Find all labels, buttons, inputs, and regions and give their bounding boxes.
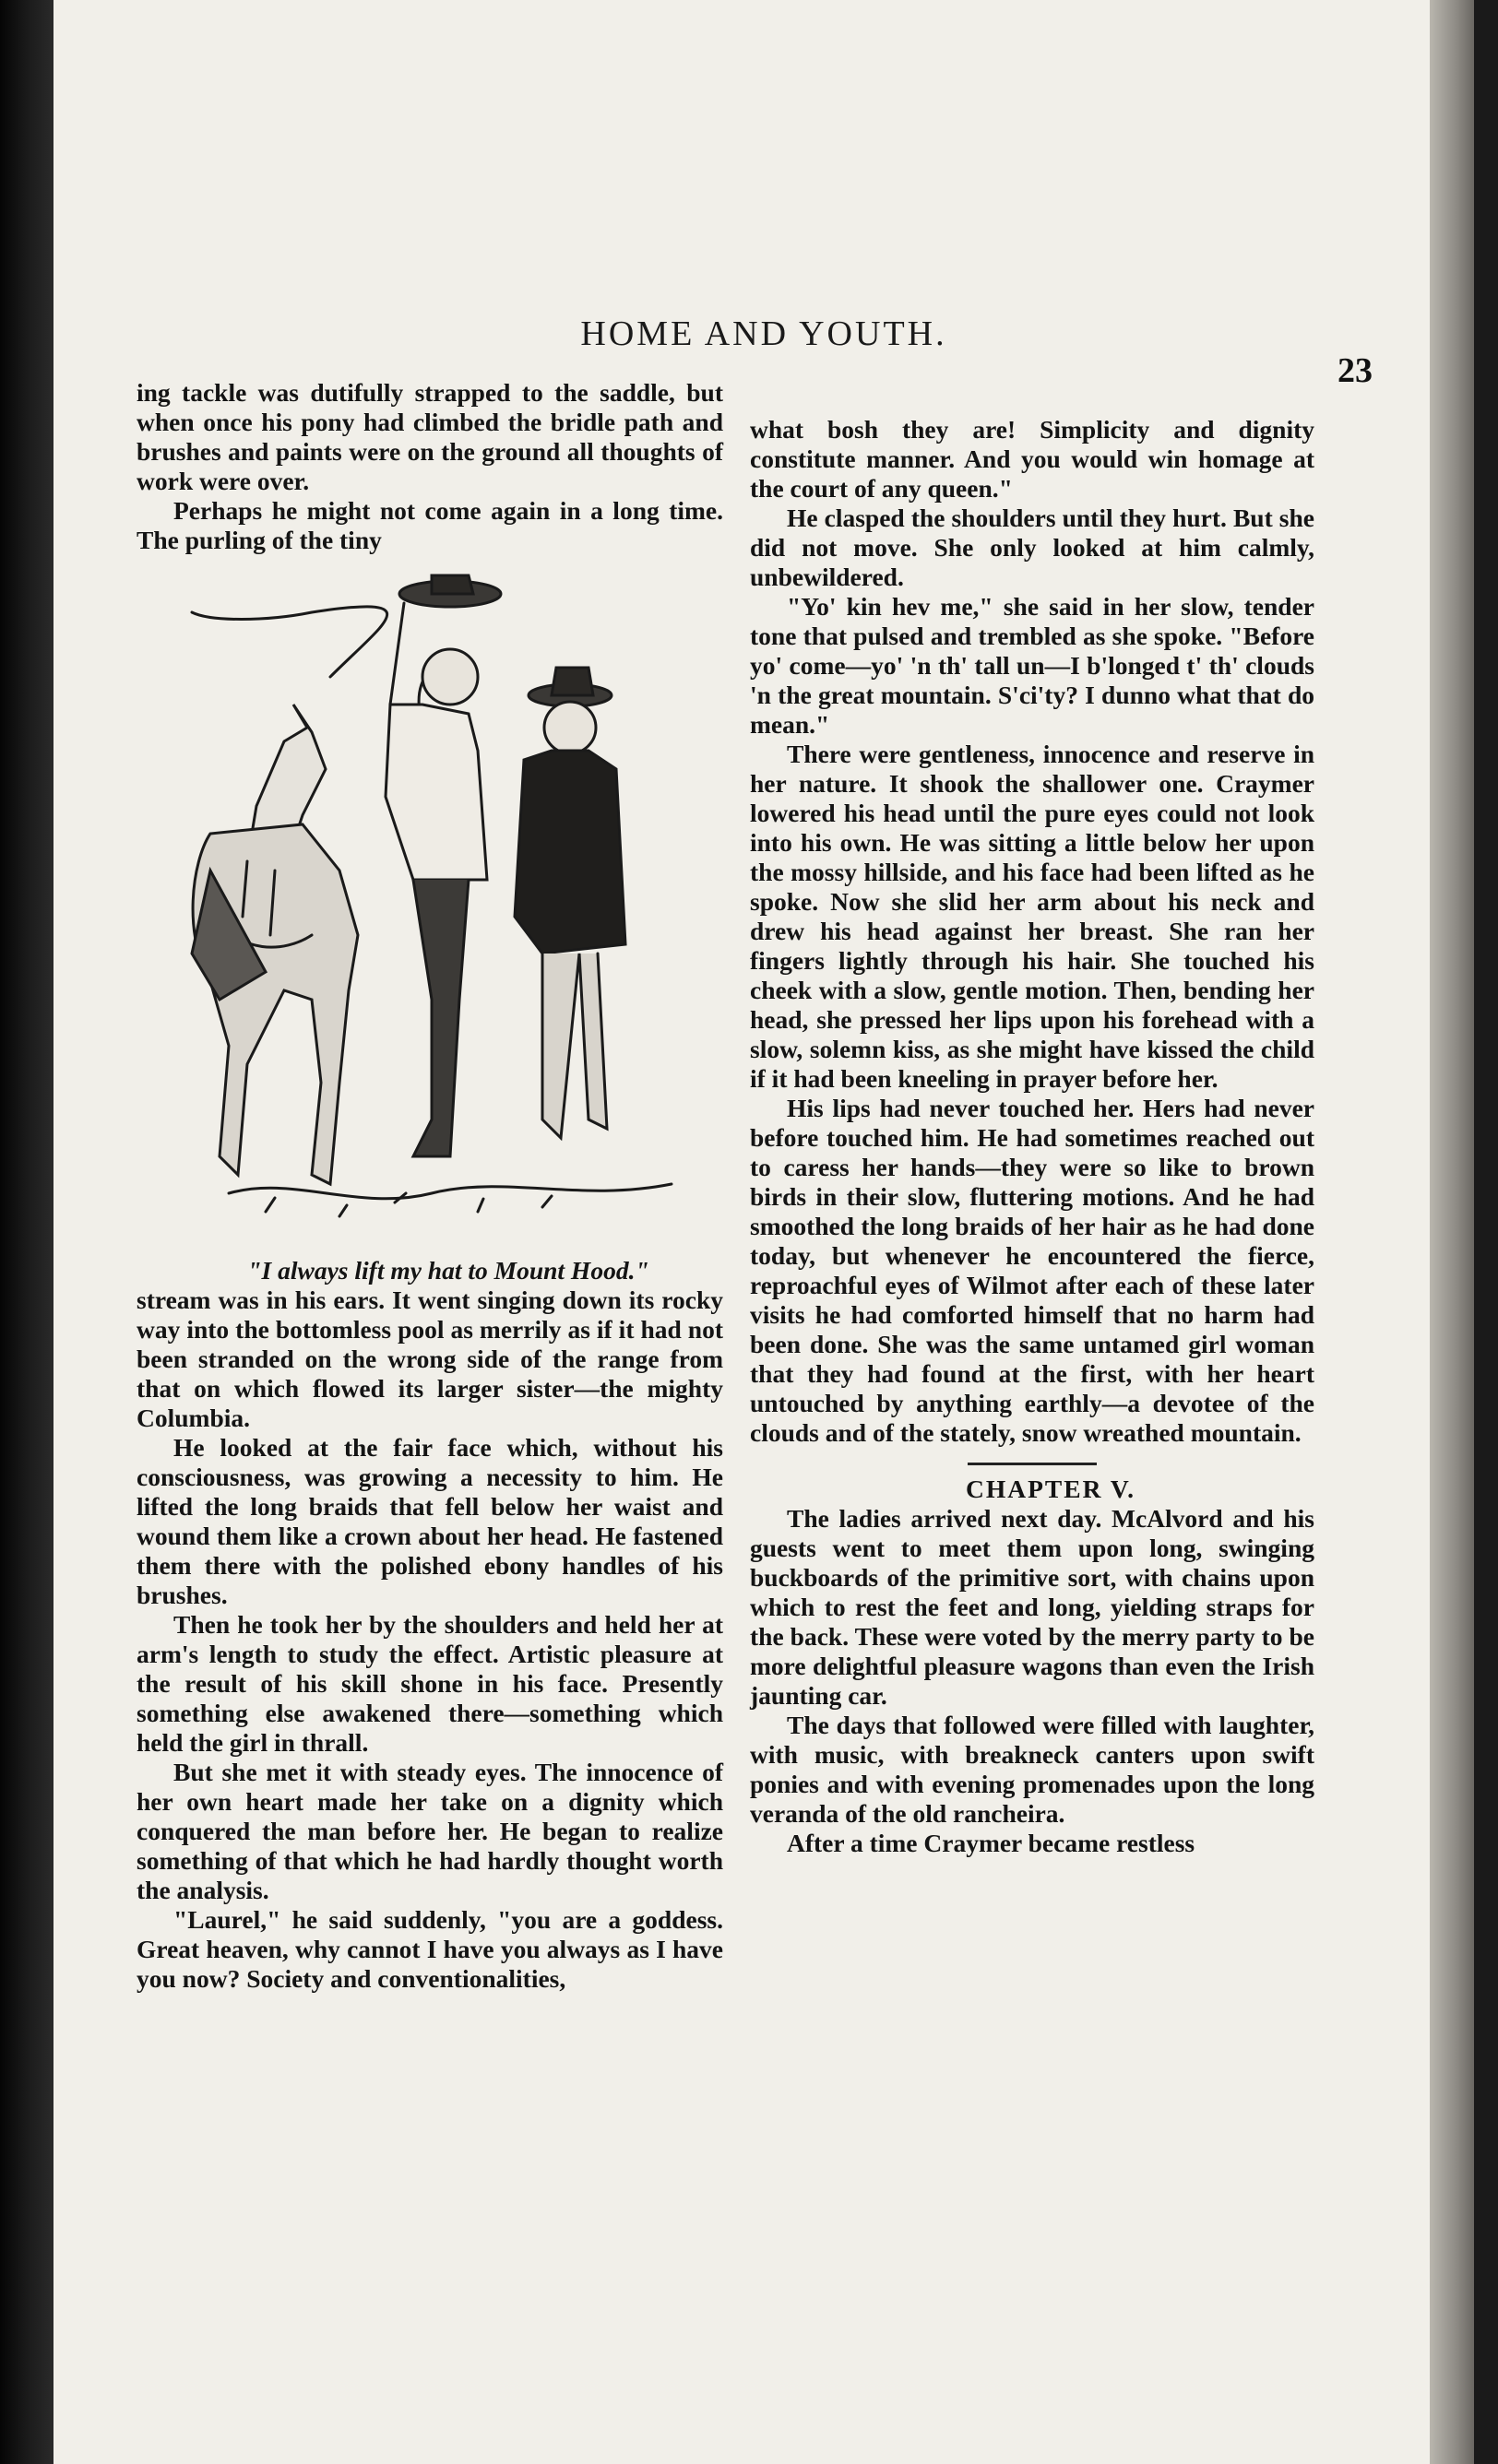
chapter-heading: CHAPTER V. bbox=[965, 1475, 1136, 1503]
page-number: 23 bbox=[1338, 351, 1373, 390]
running-head: HOME AND YOUTH. bbox=[580, 314, 947, 353]
page-edge-right bbox=[1430, 0, 1474, 2464]
paragraph: He clasped the shoulders until they hurt. But she did not move. She only looked at him calmly, unbewildered. bbox=[750, 503, 1314, 591]
paragraph: what bosh they are! Simplicity and dignity constitute manner. And you would win homage at the court of any queen." bbox=[750, 415, 1314, 503]
paragraph: "Yo' kin hev me," she said in her slow, tender tone that pulsed and trembled as she spoke. "Before yo' come—yo' 'n th' tall un—I b'longed t' th' clouds 'n the great mountain. S'ci'ty? I dunno what that do mean." bbox=[750, 592, 1314, 739]
paragraph: The days that followed were filled with laughter, with music, with breakneck canters upon swift ponies and with evening promenades upon the long veranda of the old rancheira. bbox=[750, 1711, 1314, 1828]
man-lifting-hat-with-horse-illustration bbox=[155, 566, 708, 1249]
illustration-caption: "I always lift my hat to Mount Hood." bbox=[247, 1256, 649, 1285]
paragraph: ing tackle was dutifully strapped to the saddle, but when once his pony had climbed the bridle path and brushes and paints were on the ground all thoughts of work were over. bbox=[137, 378, 723, 495]
illustration bbox=[155, 566, 708, 1249]
paragraph: The ladies arrived next day. McAlvord and his guests went to meet them upon long, swinging buckboards of the primitive sort, with chains upon which to rest the feet and long, yielding straps for the back. These were voted by the merry party to be more delightful pleasure wagons than even the Irish jaunting car. bbox=[750, 1504, 1314, 1710]
paragraph: But she met it with steady eyes. The innocence of her own heart made her take on a dignity which conquered the man before her. He began to realize something of that which he had hardly thought worth the analysis. bbox=[137, 1758, 723, 1904]
paragraph: Then he took her by the shoulders and held her at arm's length to study the effect. Artistic pleasure at the result of his skill shone in his face. Presently something else awakened there—something which held the girl in thrall. bbox=[137, 1610, 723, 1757]
paragraph: stream was in his ears. It went singing down its rocky way into the bottomless pool as merrily as if it had not been stranded on the wrong side of the range from that on which flowed its larger sister—the mighty Columbia. bbox=[137, 1285, 723, 1432]
paragraph: He looked at the fair face which, without his consciousness, was growing a necessity to him. He lifted the long braids that fell below her waist and wound them like a crown about her head. He fastened them there with the polished ebony handles of his brushes. bbox=[137, 1433, 723, 1609]
book-page bbox=[54, 0, 1474, 2464]
right-column bbox=[750, 415, 1314, 1858]
paragraph: His lips had never touched her. Hers had never before touched him. He had sometimes reached out to caress her hands—they were so like to brown birds in their slow, fluttering motions. And he had smoothed the long braids of her hair as he had done today, but whenever he encountered the fierce, reproachful eyes of Wilmot after each of these later visits he had comforted himself that no harm had been done. She was the same untamed girl woman that they had found at the first, with her heart untouched by anything earthly—a devotee of the clouds and of the stately, snow wreathed mountain. bbox=[750, 1094, 1314, 1447]
paragraph: After a time Craymer became restless bbox=[787, 1829, 1195, 1857]
section-divider bbox=[968, 1463, 1097, 1465]
paragraph: There were gentleness, innocence and reserve in her nature. It shook the shallower one. Craymer lowered his head until the pure eyes could not look into his own. He was sitting a little below her upon the mossy hillside, and his face had been lifted as he spoke. Now she slid her arm about his neck and drew his head against her breast. She ran her fingers lightly through his hair. She touched his cheek with a slow, gentle motion. Then, bending her head, she pressed her lips upon his forehead with a slow, solemn kiss, as she might have kissed the child if it had been kneeling in prayer before her. bbox=[750, 740, 1314, 1093]
book-binding-left bbox=[0, 0, 54, 2464]
paragraph: "Laurel," he said suddenly, "you are a goddess. Great heaven, why cannot I have you always as I have you now? Society and conventionalities, bbox=[137, 1905, 723, 1993]
paragraph: Perhaps he might not come again in a long time. The purling of the tiny bbox=[137, 496, 723, 554]
left-column bbox=[137, 378, 723, 1994]
